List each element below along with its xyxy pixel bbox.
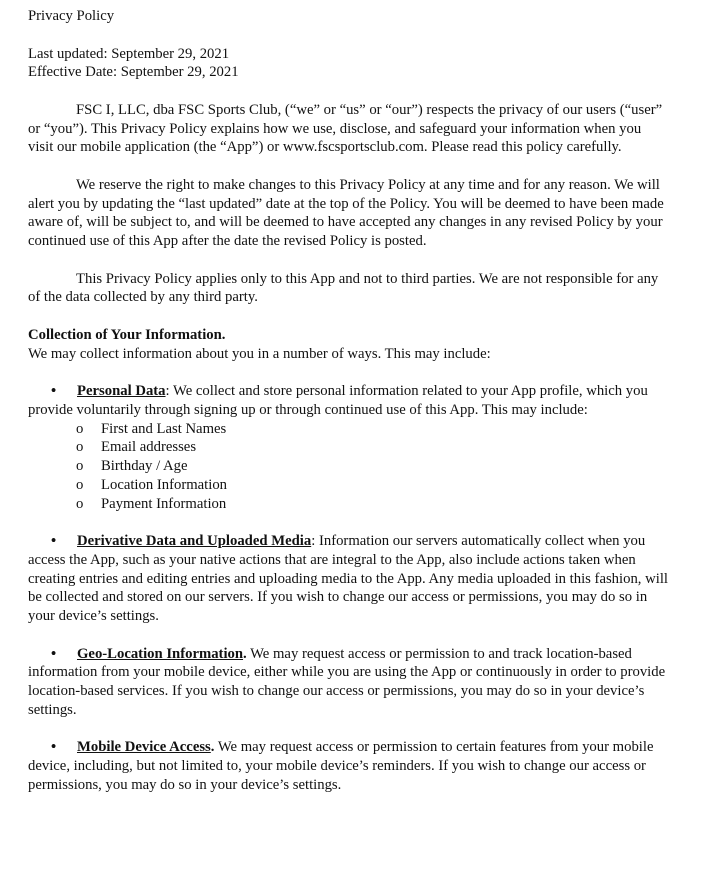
section-intro: We may collect information about you in a number of ways. This may include: [28,345,491,362]
bullet-icon: • [51,645,57,662]
bullet-text [28,645,668,720]
circle-bullet-icon: o [76,476,84,493]
bullet-derivative-data [28,532,668,626]
bullet-body: We collect and store personal information related to your App profile, which you provide voluntarily through signing up or through continued use of this App. This may include: [28,383,648,418]
bullet-term: Mobile Device Access [77,739,211,756]
bullet-body: Information our servers automatically collect when you access the App, such as your native actions that are integral to the App, also include actions taken when creating entries and editing entries and uploading media to the App. Any media uploaded in this fashion, will be collected and stored on our servers. If you wish to change our access or permissions, you may do so in your device’s settings. [28,533,668,624]
list-item: o Payment Information [76,495,227,512]
bullet-geo-location [28,645,668,720]
third-party-paragraph: This Privacy Policy applies only to this App and not to third parties. We are not responsible for any of the data collected by any third party. [28,270,659,306]
last-updated: Last updated: September 29, 2021 [28,45,230,62]
bullet-text [28,738,668,794]
list-item: o Email addresses [76,439,197,456]
section-heading: Collection of Your Information. [28,326,226,343]
bullet-icon: • [51,383,57,399]
bullet-text [28,382,668,420]
circle-bullet-icon: o [76,495,84,512]
bullet-term: Geo-Location Information [77,645,244,662]
bullet-icon: • [51,533,57,549]
page-title: Privacy Policy [28,8,115,24]
bullet-suffix: : [165,383,170,399]
bullet-text [28,532,668,626]
list-item: o First and Last Names [76,420,227,437]
list-item: o Location Information [76,476,228,493]
bullet-icon: • [51,739,57,756]
bullet-body: We may request access or permission to and track location-based information from your mobile device, either while you are using the App or continuously in order to provide location-based services. If you wish to change our access or permissions, you may do so in your device’s settings. [28,645,666,718]
intro-paragraph: FSC I, LLC, dba FSC Sports Club, (“we” or “us” or “our”) respects the privacy of our users (“user” or “you”). This Privacy Policy explains how we use, disclose, and safeguard your information when you visit our mobile application (the “App”) or www.fscsportsclub.com. Please read this policy carefully. [28,101,663,156]
bullet-suffix: : [311,533,316,549]
circle-bullet-icon: o [76,439,84,456]
circle-bullet-icon: o [76,458,84,474]
bullet-term: Personal Data [77,383,166,399]
personal-data-list [28,420,668,514]
bullet-mobile-device-access [28,738,668,794]
bullet-body: We may request access or permission to certain features from your mobile device, including, but not limited to, your mobile device’s reminders. If you wish to change our access or permissions, you may do so in your device’s settings. [28,739,654,793]
bullet-suffix: . [243,645,247,662]
list-item: o Birthday / Age [76,458,188,474]
changes-paragraph: We reserve the right to make changes to this Privacy Policy at any time and for any reason. We will alert you by updating the “last updated” date at the top of the Policy. You will be deemed to have been made aware of, will be subject to, and will be deemed to have accepted any changes in any revised Policy by your continued use of this App after the date the revised Policy is posted. [28,176,664,249]
bullet-personal-data [28,382,668,420]
effective-date: Effective Date: September 29, 2021 [28,64,239,81]
circle-bullet-icon: o [76,420,84,437]
bullet-suffix: . [210,739,215,756]
bullet-term: Derivative Data and Uploaded Media [77,533,312,549]
